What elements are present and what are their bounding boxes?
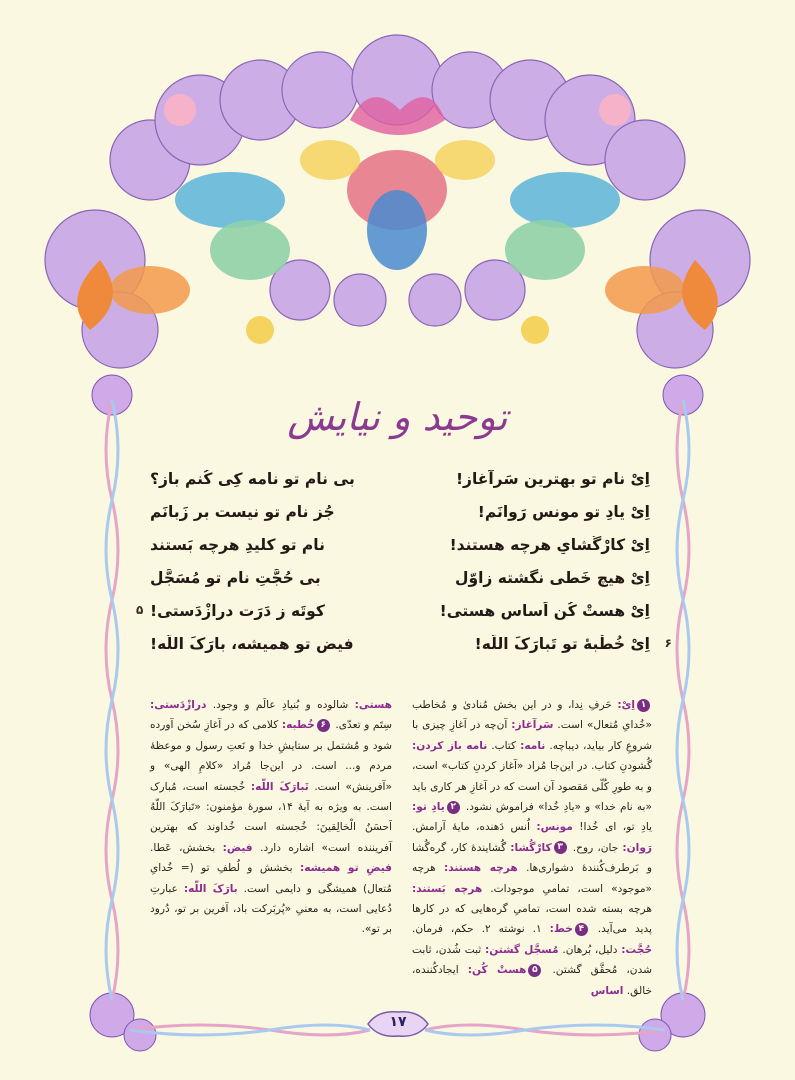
glossary-term: خُطبه: <box>281 719 315 732</box>
glossary-term: حُجَّت: <box>621 943 652 956</box>
verse-second-hemistich: بی حُجَّتِ نامِ تو مُسَجَّل <box>150 568 321 587</box>
glossary-term: تَبارَکَ اللّه: <box>250 780 309 793</box>
entry-number-badge: ۴ <box>575 923 588 936</box>
verse-second-hemistich: بی نامِ تو نامه کِی کُنم باز؟ <box>150 469 355 488</box>
glossary-term: کارْگُشا: <box>510 841 552 854</box>
verse-first-hemistich: اِیْ خُطْبهٔ تو تَبارَکَ اللّه! <box>474 634 650 653</box>
glossary-term: هستی: <box>354 699 393 711</box>
glossary-right-column <box>412 695 652 1001</box>
verse-number: ۶ <box>664 636 672 650</box>
glossary-term: اِیْ: <box>617 699 635 711</box>
verse <box>150 528 650 561</box>
verse-second-hemistich: جُز نامِ تو نیست بر زَبانَم <box>150 502 335 521</box>
glossary-definition: هرچه «موجود» است، تمامیِ موجودات. <box>412 862 652 895</box>
glossary-definition: شالوده و بُنیادِ عالَم و وجود. <box>212 699 349 711</box>
verse-number: ۵ <box>136 603 144 617</box>
glossary-definition: اُنس دَهنده، مایهٔ آرامش. <box>412 821 530 834</box>
glossary-term: فیض: <box>222 841 253 854</box>
verse <box>150 462 650 495</box>
entry-number-badge: ۲ <box>447 801 460 814</box>
glossary-term: فیضِ تو همیشه: <box>299 862 392 875</box>
glossary-definition: هرچه بسته شده است، تمامیِ گره‌هایی که در کارها پدید می‌آید. <box>412 903 653 936</box>
glossary-definition: حَرفِ نِدا، و در این بخش مُنادیٰ و مُخاطب «خُدایِ مُتعال» است. <box>412 699 653 732</box>
glossary-definition: خُجسته است، مُبارک است. به ویژه به آیهٔ ۱۴، سورهٔ مؤمنون: «تَبارَکَ اللّهُ اَحسَنُ الْخالِقینَ: خُجسته است خُداوند که بهترین آفریننده است» اشاره دارد. <box>150 780 392 854</box>
glossary-definition: کلامی که در آغازِ سُخن آورده شود و مُشتمل بر ستایشِ خدا و نَعتِ رسول و موعظهٔ مردم و... است. در این‌جا مُراد «کلامِ الهی» و «آفرینش» است. <box>150 719 392 793</box>
verse <box>150 561 650 594</box>
entry-number-badge: ۱ <box>637 699 650 712</box>
entry-number-badge: ۵ <box>528 964 541 977</box>
entry-number-badge: ۶ <box>317 719 330 732</box>
glossary-left-column <box>150 695 392 940</box>
glossary-definition: عبارتِ دُعایی است، به معنیِ «پُربَرکت باد، آفرین بر تو، دُرود بر تو». <box>150 882 392 936</box>
glossary-definition: جان، روح. <box>572 841 619 854</box>
glossary-definition: ثبت شُدن، ثابت شدن، مُحقَّق گشتن. <box>412 943 653 977</box>
verse <box>150 627 672 660</box>
glossary-term: نامه: <box>520 739 546 752</box>
verse-second-hemistich: کوتَه زِ دَرَت درازْدَستی! <box>150 601 325 620</box>
glossary-term: سَرآغاز: <box>511 719 554 732</box>
glossary-definition: ایجادکُننده، خالق. <box>412 964 652 997</box>
glossary-definition: آن‌چه در آغازِ چیزی با شروعِ کار بیاید، دیباچه. <box>412 719 652 752</box>
verse-first-hemistich: اِیْ هیچ خَطی نگشته زاوّل <box>455 568 650 587</box>
glossary-term: خط: <box>549 923 573 936</box>
poem <box>136 462 672 660</box>
glossary-paragraph <box>412 695 652 1001</box>
verse <box>150 495 650 528</box>
glossary-term: هرچه هستند: <box>443 862 518 875</box>
glossary-term: یادِ تو: <box>412 801 445 814</box>
page-title: توحید و نیایش <box>287 395 508 439</box>
glossary-definition: ۱. نوشته ۲. حکم، فرمان. <box>412 923 542 936</box>
glossary-term: مُسجَّل گشتن: <box>485 943 559 956</box>
glossary-definition: سِتَم و تعدّی. <box>335 719 392 732</box>
glossary-term: هرچه بَستند: <box>412 882 483 895</box>
glossary-definition: گُشاینده‌ٔ کار، گره‌گُشا و بَرطرف‌کُننده‌ٔ دشواری‌ها. <box>412 841 652 875</box>
verse-first-hemistich: اِیْ یادِ تو مونسِ رَوانَم! <box>477 502 650 521</box>
glossary-term: مونس: <box>536 821 573 834</box>
entry-number-badge: ۳ <box>554 841 567 854</box>
glossary-definition: بخشش و لُطفِ تو (= خُدایِ مُتعال) همیشگی و دایمی است. <box>150 862 392 895</box>
verse-second-hemistich: نامِ تو کلیدِ هرچه بَستند <box>150 535 325 554</box>
glossary-term: رَوان: <box>622 841 652 854</box>
glossary-term: بارَکَ اللّه: <box>183 882 238 895</box>
glossary-term: نامه باز کردن: <box>412 739 488 752</box>
page-number: ۱۷ <box>389 1014 407 1030</box>
glossary-term: اساس <box>590 984 624 997</box>
verse-first-hemistich: اِیْ هستْ کُنِ اَساسِ هستی! <box>439 601 650 620</box>
glossary-definition: گُشودنِ کتاب. در این‌جا مُراد «آغاز کردنِ کتاب» است، و به طورِ کُلّی مَقصود آن است که در آغازِ هر کاری باید «به نام خدا» و «یادِ خُدا» فراموش نشود. <box>412 760 652 814</box>
glossary-term: درازْدَستی: <box>150 699 207 711</box>
verse-second-hemistich: فیضِ تو همیشه، بارَکَ اللّه! <box>150 634 354 653</box>
verse-first-hemistich: اِیْ نام تو بهترین سَرآغاز! <box>455 469 650 488</box>
verse <box>136 594 650 627</box>
verse-first-hemistich: اِیْ کارْگُشایِ هرچه هستند! <box>449 535 650 554</box>
glossary-term: هستْ کُن: <box>467 964 527 977</box>
glossary-definition: کتاب. <box>491 739 517 752</box>
page-number-cartouche <box>363 1008 433 1040</box>
glossary-paragraph <box>150 695 392 940</box>
glossary-definition: یادِ تو، ای خُدا! <box>579 821 652 834</box>
glossary-definition: بخشش، عَطا. <box>150 841 216 854</box>
glossary-definition: دلیل، بُرهان. <box>562 943 618 956</box>
